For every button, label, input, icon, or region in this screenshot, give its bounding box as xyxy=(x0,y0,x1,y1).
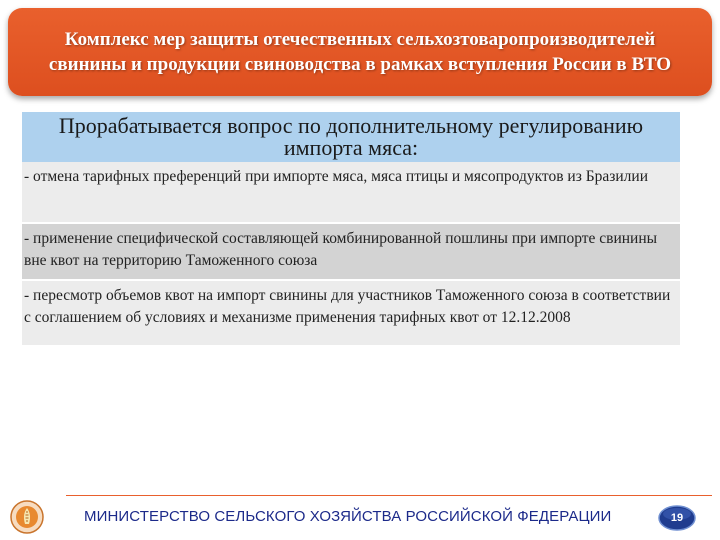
measures-table xyxy=(22,112,680,347)
table-row: - отмена тарифных преференций при импорте мяса, мяса птицы и мясопродуктов из Бразилии xyxy=(22,162,680,224)
footer-divider xyxy=(66,495,712,496)
table-row: - применение специфической составляющей комбинированной пошлины при импорте свинины вне квот на территорию Таможенного союза xyxy=(22,224,680,281)
ministry-emblem-icon xyxy=(10,500,44,534)
page-number-badge xyxy=(658,505,696,531)
slide-title: Комплекс мер защиты отечественных сельхозтоваропроизводителей свинины и продукции свиноводства в рамках вступления России в ВТО xyxy=(48,29,672,75)
footer-organization: МИНИСТЕРСТВО СЕЛЬСКОГО ХОЗЯЙСТВА РОССИЙСКОЙ ФЕДЕРАЦИИ xyxy=(84,508,612,525)
title-banner xyxy=(8,8,712,96)
table-row: - пересмотр объемов квот на импорт свинины для участников Таможенного союза в соответствии с соглашением об условиях и механизме применения тарифных квот от 12.12.2008 xyxy=(22,281,680,347)
table-header: Прорабатывается вопрос по дополнительному регулированию импорта мяса: xyxy=(22,112,680,162)
page-number: 19 xyxy=(670,512,684,524)
